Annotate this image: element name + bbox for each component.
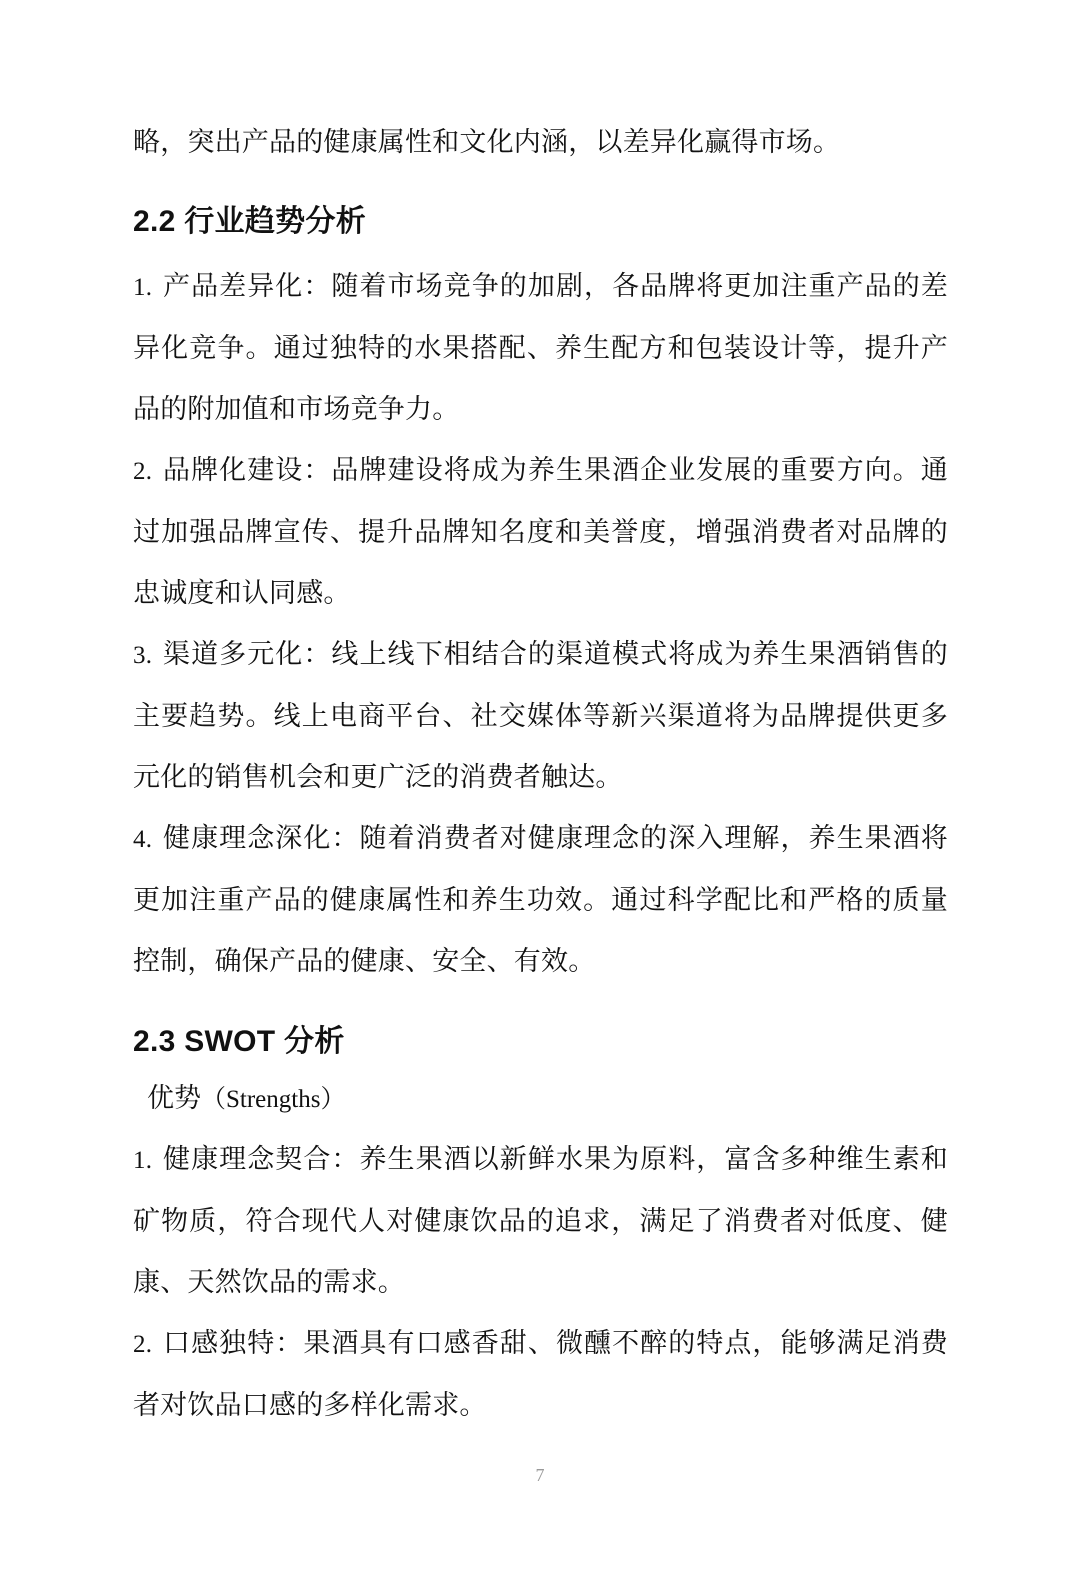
list-item-text: 口感独特：果酒具有口感香甜、微醺不醉的特点，能够满足消费者对饮品口感的多样化需求。 <box>133 1328 948 1421</box>
list-item-text: 健康理念契合：养生果酒以新鲜水果为原料，富含多种维生素和矿物质，符合现代人对健康饮品的追求，满足了消费者对低度、健康、天然饮品的需求。 <box>133 1144 948 1298</box>
list-item-number: 4. <box>133 826 153 853</box>
list-item <box>133 624 948 808</box>
list-item <box>133 1129 948 1313</box>
section-heading-2-2: 2.2 行业趋势分析 <box>133 205 367 238</box>
list-item-text: 渠道多元化：线上线下相结合的渠道模式将成为养生果酒销售的主要趋势。线上电商平台、社交媒体等新兴渠道将为品牌提供更多元化的销售机会和更广泛的消费者触达。 <box>133 639 948 793</box>
list-item-text: 品牌化建设：品牌建设将成为养生果酒企业发展的重要方向。通过加强品牌宣传、提升品牌知名度和美誉度，增强消费者对品牌的忠诚度和认同感。 <box>133 455 948 609</box>
page-number: 7 <box>535 1465 545 1485</box>
strengths-subheading <box>133 1070 948 1129</box>
strengths-label-cn: 优势 <box>147 1083 201 1114</box>
list-item <box>133 808 948 992</box>
list-item-text: 健康理念深化：随着消费者对健康理念的深入理解，养生果酒将更加注重产品的健康属性和养生功效。通过科学配比和严格的质量控制，确保产品的健康、安全、有效。 <box>133 823 948 977</box>
list-item-number: 2. <box>133 458 153 485</box>
list-item <box>133 256 948 440</box>
list-item <box>133 440 948 624</box>
list-item-number: 2. <box>133 1331 153 1358</box>
list-item <box>133 1313 948 1436</box>
intro-paragraph: 略，突出产品的健康属性和文化内涵，以差异化赢得市场。 <box>133 127 841 158</box>
strengths-label-en: （Strengths） <box>201 1086 346 1113</box>
list-item-number: 1. <box>133 1147 153 1174</box>
list-item-number: 1. <box>133 274 153 301</box>
page-content <box>133 112 948 1436</box>
section-heading-2-3: 2.3 SWOT 分析 <box>133 1025 345 1058</box>
list-item-text: 产品差异化：随着市场竞争的加剧，各品牌将更加注重产品的差异化竞争。通过独特的水果搭配、养生配方和包装设计等，提升产品的附加值和市场竞争力。 <box>133 271 948 425</box>
list-item-number: 3. <box>133 642 153 669</box>
